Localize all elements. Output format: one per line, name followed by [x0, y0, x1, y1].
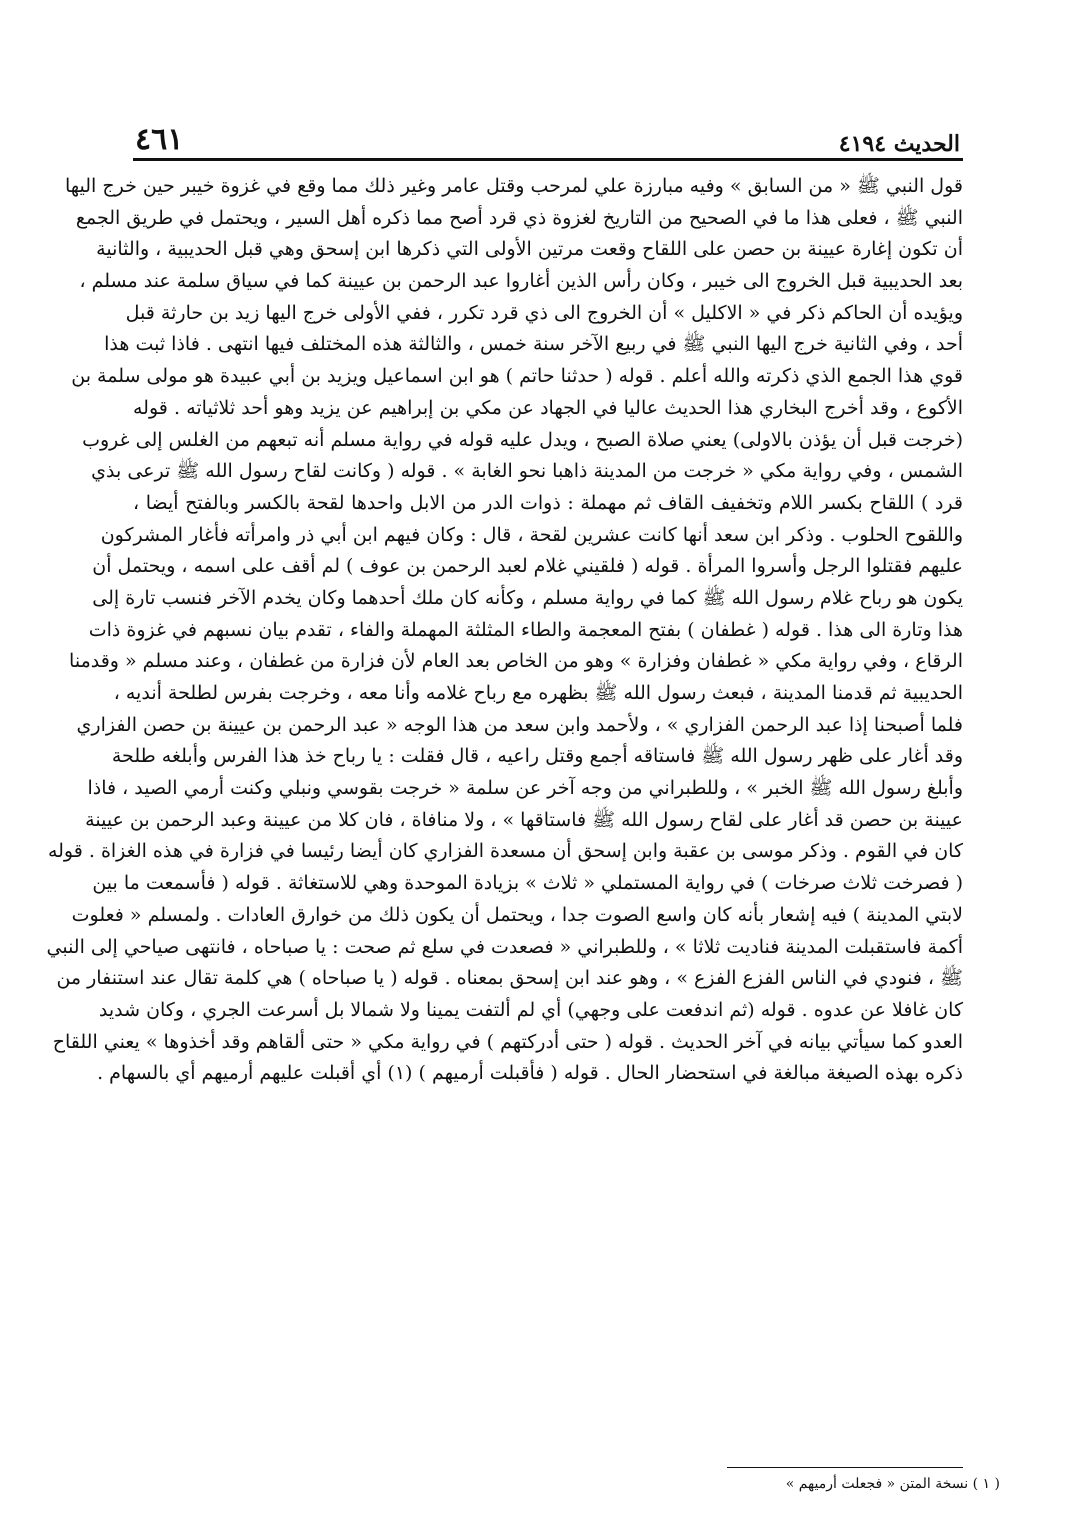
body-line: لابتي المدينة ) فيه إشعار بأنه كان واسع الصوت جدا ، ويحتمل أن يكون ذلك من خوارق العادات . ولمسلم « فعلوت: [71, 903, 963, 926]
body-line: الحديبية ثم قدمنا المدينة ، فبعث رسول الله ﷺ بظهره مع رباح غلامه وأنا معه ، وخرجت بفرس لطلحة أنديه ،: [113, 682, 963, 704]
body-line: النبي ﷺ ، فعلى هذا ما في الصحيح من التاريخ لغزوة ذي قرد أصح مما ذكره أهل السير ، ويحتمل في طريق الجمع: [75, 206, 963, 229]
body-line: ( فصرخت ثلاث صرخات ) في رواية المستملي « ثلاث » بزيادة الموحدة وهي للاستغاثة . قوله ( فأسمعت ما بين: [92, 872, 963, 895]
running-head: الحديث ٤١٩٤: [838, 131, 960, 157]
body-line: ﷺ ، فنودي في الناس الفزع الفزع » ، وهو عند ابن إسحق بمعناه . قوله ( يا صباحاه ) هي كلمة تقال عند استنفار من: [56, 967, 963, 990]
body-line: كان في القوم . وذكر موسى بن عقبة وابن إسحق أن مسعدة الفزاري كان أيضا رئيسا في فزارة في هذه الغزاة . قوله: [47, 840, 963, 863]
body-line: عليهم فقتلوا الرجل وأسروا المرأة . قوله ( فلقيني غلام لعبد الرحمن بن عوف ) لم أقف على اسمه ، ويحتمل أن: [92, 555, 963, 578]
body-line: أكمة فاستقبلت المدينة فناديت ثلاثا » ، وللطبراني « فصعدت في سلع ثم صحت : يا صباحاه ، فانتهى صياحي إلى النبي: [46, 935, 963, 958]
body-line: وقد أغار على ظهر رسول الله ﷺ فاستاقه أجمع وقتل راعيه ، قال فقلت : يا رباح خذ هذا الفرس وأبلغه طلحة: [111, 745, 963, 768]
body-line: الرقاع ، وفي رواية مكي « غطفان وفزارة » وهو من الخاص بعد العام لأن فزارة من غطفان ، وعند مسلم « وقدمنا: [69, 650, 963, 673]
body-line: يكون هو رباح غلام رسول الله ﷺ كما في رواية مسلم ، وكأنه كان ملك أحدهما وكان يخدم الآخر فنسب تارة إلى: [92, 586, 963, 609]
body-line: كان غافلا عن عدوه . قوله (ثم اندفعت على وجهي) أي لم ألتفت يمينا ولا شمالا بل أسرعت الجري ، وكان شديد: [98, 998, 963, 1021]
body-line: الأكوع ، وقد أخرج البخاري هذا الحديث عاليا في الجهاد عن مكي بن إبراهيم عن يزيد وهو أحد ثلاثياته . قوله: [133, 396, 963, 419]
body-line: هذا وتارة الى هذا . قوله ( غطفان ) بفتح المعجمة والطاء المثلثة المهملة والفاء ، تقدم بيان نسبهم في غزوة ذات: [88, 618, 963, 641]
body-line: (خرجت قبل أن يؤذن بالاولى) يعني صلاة الصبح ، ويدل عليه قوله في رواية مسلم أنه تبعهم من الغلس إلى غروب: [82, 428, 963, 451]
page-header: [135, 113, 960, 157]
body-line: بعد الحديبية قبل الخروج الى خيبر ، وكان رأس الذين أغاروا عبد الرحمن بن عيينة كما في سياق سلمة عند مسلم ،: [79, 270, 963, 293]
page-number: ٤٦١: [135, 122, 184, 157]
body-line: قوي هذا الجمع الذي ذكرته والله أعلم . قوله ( حدثنا حاتم ) هو ابن اسماعيل ويزيد بن أبي عبيدة هو مولى سلمة بن: [71, 365, 963, 388]
body-line: ويؤيده أن الحاكم ذكر في « الاكليل » أن الخروج الى ذي قرد تكرر ، ففي الأولى خرج اليها زيد بن حارثة قبل: [125, 301, 963, 324]
body-line: وأبلغ رسول الله ﷺ الخبر » ، وللطبراني من وجه آخر عن سلمة « خرجت بقوسي ونبلي وكنت أرمي الصيد ، فاذا: [87, 777, 963, 800]
body-line: العدو كما سيأتي بيانه في آخر الحديث . قوله ( حتى أدركتهم ) في رواية مكي « حتى ألقاهم وقد أخذوها » يعني اللقاح: [52, 1030, 963, 1053]
body-line: أحد ، وفي الثانية خرج اليها النبي ﷺ في ربيع الآخر سنة خمس ، والثالثة هذه المختلف فيها انتهى . فاذا ثبت هذا: [104, 333, 963, 356]
footnote: ( ١ ) نسخة المتن « فجعلت أرميهم »: [785, 1476, 1000, 1492]
body-line: قول النبي ﷺ « من السابق » وفيه مبارزة علي لمرحب وقتل عامر وغير ذلك مما وقع في غزوة خيبر حين خرج اليها: [64, 175, 963, 197]
body-line: واللقوح الحلوب . وذكر ابن سعد أنها كانت عشرين لقحة ، قال : وكان فيهم ابن أبي ذر وامرأته فأغار المشركون: [100, 523, 963, 546]
header-rule: [133, 158, 963, 161]
body-text: [46, 171, 963, 1090]
body-line: فلما أصبحنا إذا عبد الرحمن الفزاري » ، ولأحمد وابن سعد من هذا الوجه « عبد الرحمن بن عيينة بن حصن الفزاري: [76, 713, 963, 736]
body-line: عيينة بن حصن قد أغار على لقاح رسول الله ﷺ فاستاقها » ، ولا منافاة ، فان كلا من عيينة وعبد الرحمن بن عيينة: [85, 808, 963, 831]
body-line: قرد ) اللقاح بكسر اللام وتخفيف القاف ثم مهملة : ذوات الدر من الابل واحدها لقحة بالكسر وبالفتح أيضا ،: [133, 491, 963, 514]
body-line: ذكره بهذه الصيغة مبالغة في استحضار الحال . قوله ( فأقبلت أرميهم ) (١) أي أقبلت عليهم أرميهم أي بالسهام .: [97, 1062, 963, 1085]
footnote-rule: [727, 1467, 963, 1468]
body-line: أن تكون إغارة عيينة بن حصن على اللقاح وقعت مرتين الأولى التي ذكرها ابن إسحق وهي قبل الحديبية ، والثانية: [96, 238, 963, 261]
body-line: الشمس ، وفي رواية مكي « خرجت من المدينة ذاهبا نحو الغابة » . قوله ( وكانت لقاح رسول الله ﷺ ترعى بذي: [91, 460, 963, 483]
